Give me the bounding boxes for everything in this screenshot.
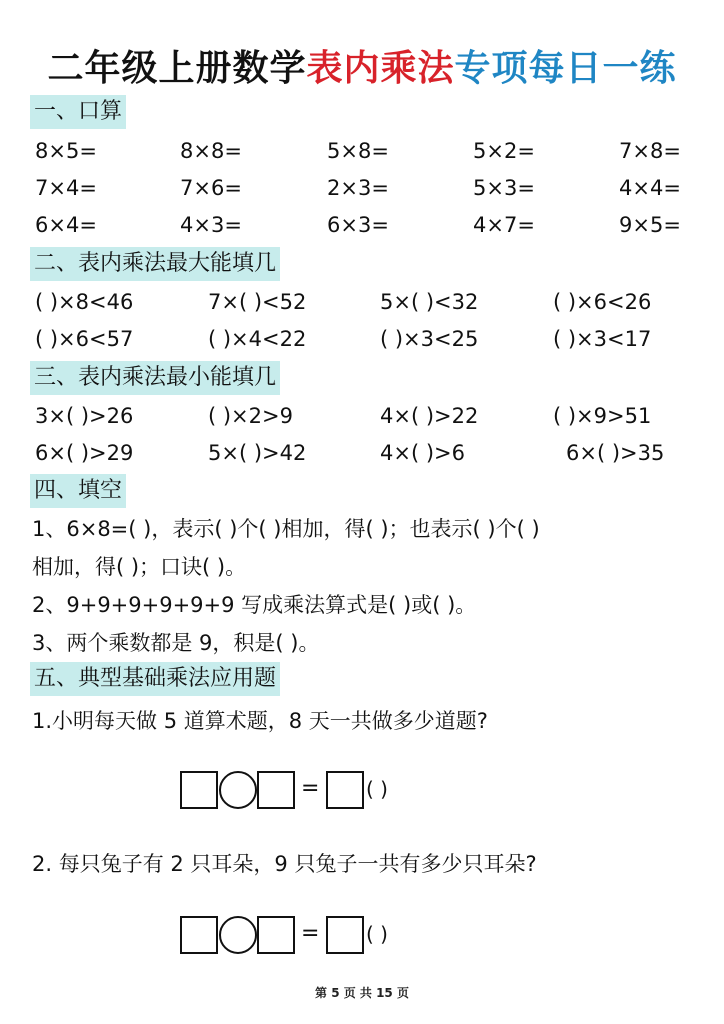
mental-math-item: 4×3= [180, 213, 242, 237]
max-fill-row [0, 320, 724, 358]
section-heading-fill-blank: 四、填空 [30, 474, 126, 508]
min-fill-item: 6×( )>35 [566, 441, 665, 465]
page-title [0, 40, 724, 91]
operator-circle[interactable] [219, 916, 257, 954]
mental-math-item: 8×8= [180, 139, 242, 163]
min-fill-item: ( )×2>9 [208, 404, 293, 428]
min-fill-item: ( )×9>51 [553, 404, 652, 428]
max-fill-item: ( )×6<26 [553, 290, 652, 314]
mental-math-item: 9×5= [619, 213, 681, 237]
max-fill-item: ( )×4<22 [208, 327, 307, 351]
equals-sign: = [301, 921, 320, 946]
title-part-topic: 表内乘法 [306, 48, 455, 89]
word-problem-1-text: 1.小明每天做 5 道算术题，8 天一共做多少道题? [32, 709, 488, 733]
max-fill-item: ( )×3<25 [380, 327, 479, 351]
fill-blank-line: 2、9+9+9+9+9+9 写成乘法算式是( )或( )。 [32, 593, 477, 617]
answer-square-box[interactable] [326, 916, 364, 954]
answer-square-box[interactable] [326, 771, 364, 809]
mental-math-item: 6×4= [35, 213, 97, 237]
mental-math-item: 4×4= [619, 176, 681, 200]
mental-math-item: 7×8= [619, 139, 681, 163]
fill-blank-line: 相加，得( )；口诀( )。 [32, 555, 247, 579]
mental-math-row [0, 169, 724, 207]
mental-math-item: 6×3= [327, 213, 389, 237]
section-heading-mental-math: 一、口算 [30, 95, 126, 129]
min-fill-item: 6×( )>29 [35, 441, 134, 465]
page-number: 第 5 页 共 15 页 [315, 986, 409, 1000]
operator-circle[interactable] [219, 771, 257, 809]
max-fill-item: ( )×8<46 [35, 290, 134, 314]
title-part-practice: 专项每日一练 [454, 48, 677, 89]
min-fill-item: 5×( )>42 [208, 441, 307, 465]
fill-blank-line: 3、两个乘数都是 9，积是( )。 [32, 631, 320, 655]
mental-math-item: 8×5= [35, 139, 97, 163]
max-fill-row [0, 283, 724, 321]
mental-math-item: 5×2= [473, 139, 535, 163]
section-heading-max-fill: 二、表内乘法最大能填几 [30, 247, 280, 281]
min-fill-item: 3×( )>26 [35, 404, 134, 428]
min-fill-item: 4×( )>6 [380, 441, 465, 465]
max-fill-item: ( )×6<57 [35, 327, 134, 351]
min-fill-row [0, 434, 724, 472]
answer-square-box[interactable] [257, 916, 295, 954]
mental-math-item: 7×6= [180, 176, 242, 200]
title-part-grade: 二年级上册数学 [47, 48, 307, 89]
mental-math-item: 5×8= [327, 139, 389, 163]
section-heading-word-problems: 五、典型基础乘法应用题 [30, 662, 280, 696]
unit-blank[interactable]: ( ) [366, 922, 388, 946]
mental-math-item: 4×7= [473, 213, 535, 237]
mental-math-item: 5×3= [473, 176, 535, 200]
section-heading-min-fill: 三、表内乘法最小能填几 [30, 361, 280, 395]
word-problem-2-text: 2. 每只兔子有 2 只耳朵，9 只兔子一共有多少只耳朵? [32, 852, 537, 876]
answer-square-box[interactable] [257, 771, 295, 809]
max-fill-item: 7×( )<52 [208, 290, 307, 314]
fill-blank-line: 1、6×8=( )，表示( )个( )相加，得( )；也表示( )个( ) [32, 517, 540, 541]
answer-square-box[interactable] [180, 916, 218, 954]
mental-math-item: 2×3= [327, 176, 389, 200]
mental-math-item: 7×4= [35, 176, 97, 200]
mental-math-row [0, 206, 724, 244]
max-fill-item: ( )×3<17 [553, 327, 652, 351]
min-fill-item: 4×( )>22 [380, 404, 479, 428]
mental-math-row [0, 132, 724, 170]
equals-sign: = [301, 776, 320, 801]
unit-blank[interactable]: ( ) [366, 777, 388, 801]
answer-square-box[interactable] [180, 771, 218, 809]
max-fill-item: 5×( )<32 [380, 290, 479, 314]
min-fill-row [0, 397, 724, 435]
